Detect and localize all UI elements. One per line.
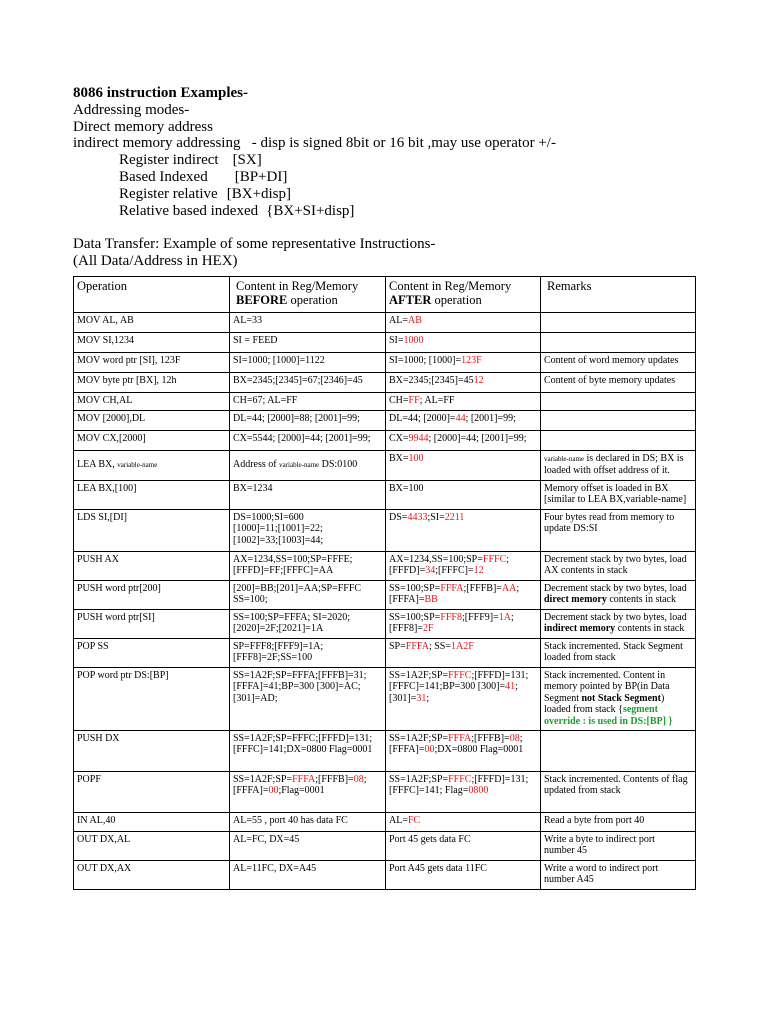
cell-after: AL=FC	[386, 813, 541, 832]
cell-operation: MOV byte ptr [BX], 12h	[74, 373, 230, 393]
cell-remark	[541, 393, 696, 411]
cell-remark: Decrement stack by two bytes, load indirect memory contents in stack	[541, 610, 696, 639]
table-row	[74, 481, 696, 510]
cell-remark	[541, 431, 696, 451]
cell-remark	[541, 731, 696, 772]
cell-before: AL=FC, DX=45	[230, 832, 386, 861]
cell-after: Port A45 gets data 11FC	[386, 861, 541, 890]
cell-before: BX=2345;[2345]=67;[2346]=45	[230, 373, 386, 393]
table-row	[74, 861, 696, 890]
table-row	[74, 353, 696, 373]
cell-operation: MOV CH,AL	[74, 393, 230, 411]
cell-before: DL=44; [2000]=88; [2001]=99;	[230, 411, 386, 431]
cell-operation: MOV CX,[2000]	[74, 431, 230, 451]
table-row	[74, 431, 696, 451]
cell-operation: LEA BX, variable-name	[74, 451, 230, 481]
header-remarks: Remarks	[541, 277, 696, 313]
cell-operation: PUSH AX	[74, 552, 230, 581]
mode-name: Register indirect	[119, 152, 219, 169]
cell-operation: MOV SI,1234	[74, 333, 230, 353]
cell-after: AX=1234,SS=100;SP=FFFC; [FFFD]=34;[FFFC]=12	[386, 552, 541, 581]
table-row	[74, 451, 696, 481]
mode-value: [BP+DI]	[234, 168, 288, 185]
cell-after: BX=100	[386, 451, 541, 481]
cell-before: AL=55 , port 40 has data FC	[230, 813, 386, 832]
cell-remark: Stack incremented. Contents of flag updated from stack	[541, 772, 696, 813]
cell-after: BX=2345;[2345]=4512	[386, 373, 541, 393]
mode-line	[73, 169, 753, 186]
cell-before: Address of variable-name DS:0100	[230, 451, 386, 481]
cell-after: SS=100;SP=FFFA;[FFFB]=AA; [FFFA]=BB	[386, 581, 541, 610]
table-row	[74, 731, 696, 772]
table-row	[74, 668, 696, 731]
cell-before: BX=1234	[230, 481, 386, 510]
mode-value: [BX+disp]	[226, 185, 292, 202]
cell-operation: POP SS	[74, 639, 230, 668]
cell-before: SS=100;SP=FFFA; SI=2020; [2020]=2F;[2021]=1A	[230, 610, 386, 639]
header-before: Content in Reg/Memory BEFORE operation	[230, 277, 386, 313]
document-title: 8086 instruction Examples-	[73, 85, 249, 101]
table-row	[74, 639, 696, 668]
mode-line	[73, 203, 753, 220]
table-row	[74, 552, 696, 581]
cell-operation: POPF	[74, 772, 230, 813]
table-row	[74, 333, 696, 353]
cell-before: CX=5544; [2000]=44; [2001]=99;	[230, 431, 386, 451]
cell-remark	[541, 411, 696, 431]
table-row	[74, 411, 696, 431]
cell-operation: MOV AL, AB	[74, 313, 230, 333]
table-header-row	[74, 277, 696, 313]
intro-section	[73, 85, 753, 270]
mode-name: Relative based indexed	[119, 202, 259, 219]
cell-after: BX=100	[386, 481, 541, 510]
cell-remark: Write a byte to indirect port number 45	[541, 832, 696, 861]
cell-remark	[541, 333, 696, 353]
table-row	[74, 832, 696, 861]
cell-after: SS=1A2F;SP=FFFC;[FFFD]=131; [FFFC]=141; Flag=0800	[386, 772, 541, 813]
cell-after: AL=AB	[386, 313, 541, 333]
cell-after: SI=1000; [1000]=123F	[386, 353, 541, 373]
mode-name: Based Indexed	[119, 168, 208, 185]
cell-before: DS=1000;SI=600 [1000]=11;[1001]=22; [1002]=33;[1003]=44;	[230, 510, 386, 552]
cell-remark: Content of byte memory updates	[541, 373, 696, 393]
intro-line: Direct memory address	[73, 118, 213, 135]
cell-after: DS=4433;SI=2211	[386, 510, 541, 552]
cell-remark: variable-name is declared in DS; BX is loaded with offset address of it.	[541, 451, 696, 481]
cell-operation: IN AL,40	[74, 813, 230, 832]
table-row	[74, 813, 696, 832]
cell-operation: POP word ptr DS:[BP]	[74, 668, 230, 731]
cell-before: SI = FEED	[230, 333, 386, 353]
cell-after: CX=9944; [2000]=44; [2001]=99;	[386, 431, 541, 451]
cell-after: SS=1A2F;SP=FFFA;[FFFB]=08; [FFFA]=00;DX=0800 Flag=0001	[386, 731, 541, 772]
cell-remark: Stack incremented. Content in memory pointed by BP(in Data Segment not Stack Segment) loaded from stack {segment override : is used in DS:[BP] }	[541, 668, 696, 731]
header-operation: Operation	[74, 277, 230, 313]
table-row	[74, 313, 696, 333]
cell-remark: Content of word memory updates	[541, 353, 696, 373]
cell-operation: LDS SI,[DI]	[74, 510, 230, 552]
cell-after: SS=1A2F;SP=FFFC;[FFFD]=131; [FFFC]=141;BP=300 [300]=41;[301]=31;	[386, 668, 541, 731]
cell-remark: Memory offset is loaded in BX [similar to LEA BX,variable-name]	[541, 481, 696, 510]
mode-line	[73, 186, 753, 203]
mode-value: [SX]	[232, 152, 262, 169]
cell-after: SI=1000	[386, 333, 541, 353]
header-after: Content in Reg/Memory AFTER operation	[386, 277, 541, 313]
cell-operation: PUSH DX	[74, 731, 230, 772]
table-row	[74, 373, 696, 393]
cell-operation: MOV [2000],DL	[74, 411, 230, 431]
table-row	[74, 772, 696, 813]
intro-line: Addressing modes-	[73, 101, 190, 118]
cell-before: SP=FFF8;[FFF9]=1A; [FFF8]=2F;SS=100	[230, 639, 386, 668]
mode-name: Register relative	[119, 185, 218, 202]
cell-operation: PUSH word ptr[SI]	[74, 610, 230, 639]
cell-remark	[541, 313, 696, 333]
cell-remark: Write a word to indirect port number A45	[541, 861, 696, 890]
cell-before: SS=1A2F;SP=FFFC;[FFFD]=131; [FFFC]=141;DX=0800 Flag=0001	[230, 731, 386, 772]
cell-operation: OUT DX,AL	[74, 832, 230, 861]
cell-before: CH=67; AL=FF	[230, 393, 386, 411]
cell-operation: MOV word ptr [SI], 123F	[74, 353, 230, 373]
cell-after: Port 45 gets data FC	[386, 832, 541, 861]
cell-remark: Decrement stack by two bytes, load direct memory contents in stack	[541, 581, 696, 610]
cell-operation: LEA BX,[100]	[74, 481, 230, 510]
cell-after: SP=FFFA; SS=1A2F	[386, 639, 541, 668]
cell-operation: PUSH word ptr[200]	[74, 581, 230, 610]
cell-after: CH=FF; AL=FF	[386, 393, 541, 411]
cell-remark: Decrement stack by two bytes, load AX contents in stack	[541, 552, 696, 581]
table-row	[74, 610, 696, 639]
cell-remark: Stack incremented. Stack Segment loaded from stack	[541, 639, 696, 668]
cell-before: SS=1A2F;SP=FFFA;[FFFB]=31; [FFFA]=41;BP=300 [300]=AC;[301]=AD;	[230, 668, 386, 731]
cell-remark: Read a byte from port 40	[541, 813, 696, 832]
cell-before: AL=11FC, DX=A45	[230, 861, 386, 890]
table-row	[74, 510, 696, 552]
cell-before: AX=1234,SS=100;SP=FFFE; [FFFD]=FF;[FFFC]=AA	[230, 552, 386, 581]
cell-after: SS=100;SP=FFF8;[FFF9]=1A; [FFF8]=2F	[386, 610, 541, 639]
cell-remark: Four bytes read from memory to update DS:SI	[541, 510, 696, 552]
section-heading: Data Transfer: Example of some representative Instructions-	[73, 236, 436, 253]
cell-after: DL=44; [2000]=44; [2001]=99;	[386, 411, 541, 431]
instruction-table	[73, 276, 696, 890]
cell-before: [200]=BB;[201]=AA;SP=FFFC SS=100;	[230, 581, 386, 610]
cell-before: SS=1A2F;SP=FFFA;[FFFB]=08; [FFFA]=00;Flag=0001	[230, 772, 386, 813]
cell-before: SI=1000; [1000]=1122	[230, 353, 386, 373]
mode-value: {BX+SI+disp]	[266, 202, 355, 219]
table-row	[74, 393, 696, 411]
table-row	[74, 581, 696, 610]
intro-line: indirect memory addressing - disp is signed 8bit or 16 bit ,may use operator +/-	[73, 135, 556, 152]
cell-before: AL=33	[230, 313, 386, 333]
cell-operation: OUT DX,AX	[74, 861, 230, 890]
section-note: (All Data/Address in HEX)	[73, 253, 238, 270]
mode-line	[73, 152, 753, 169]
